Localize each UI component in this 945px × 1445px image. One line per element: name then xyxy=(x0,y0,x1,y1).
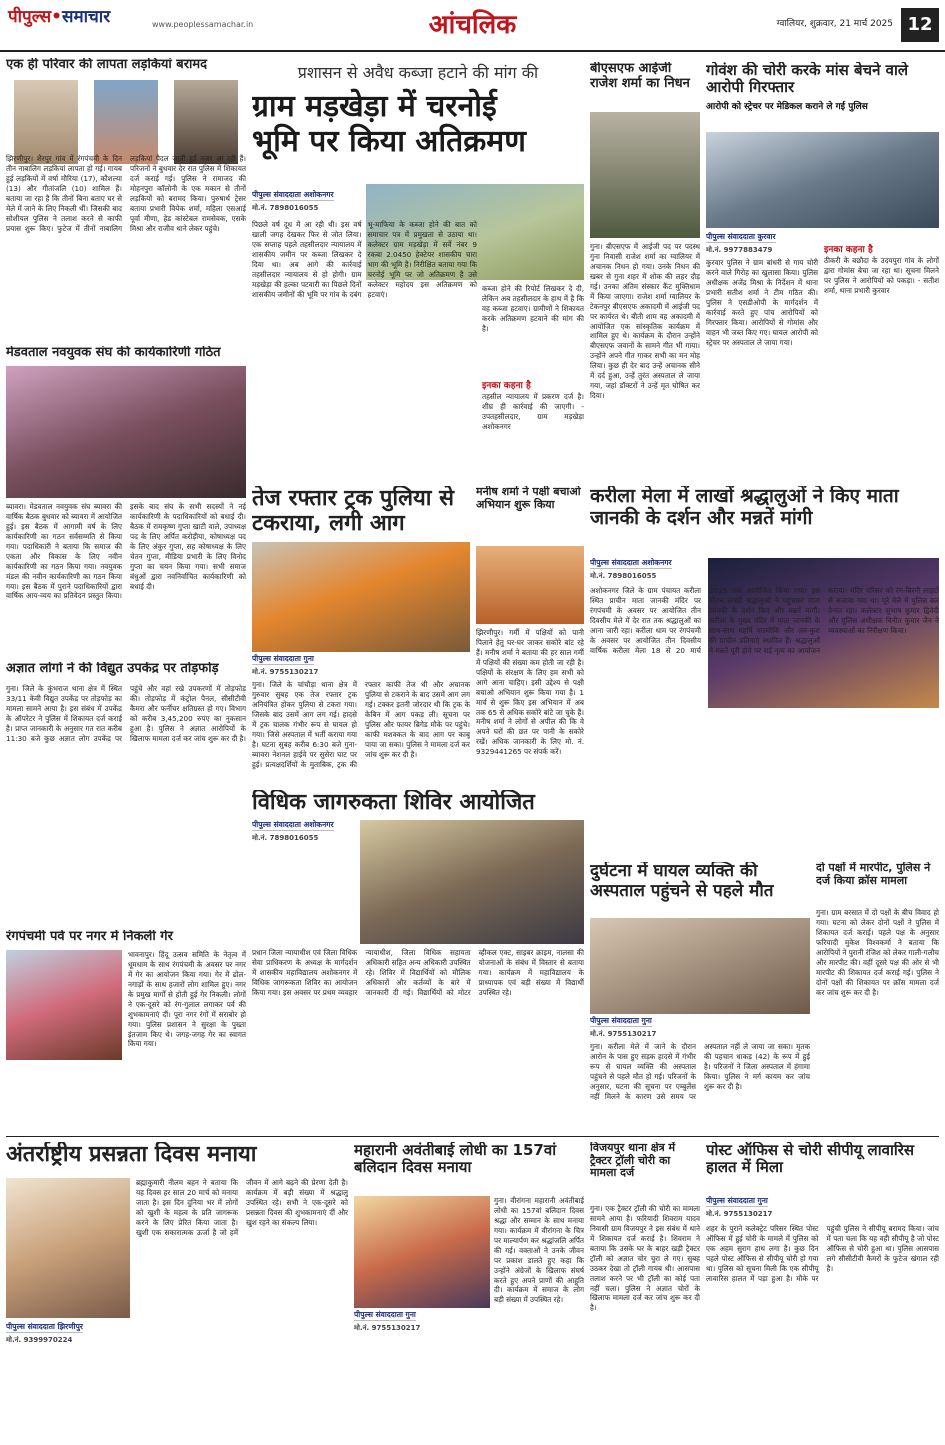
page-number: 12 xyxy=(901,8,939,42)
article-body: भावनापुर। हिंदू उत्सव समिति के नेतृत्व में धूमधाम के साथ रंगपंचमी के अवसर पर नगर में गेर का आयोजन किया गया। गेर में ढोल-नगाड़ों के साथ हजारों लोग शामिल हुए। नगर के प्रमुख मार्गों से होती हुई गेर निकली। लोगों ने एक-दूसरे को रंग-गुलाल लगाकर पर्व की शुभकामनाएं दीं। पूरा नगर रंगों में सराबोर हो गया। पुलिस प्रशासन ने सुरक्षा के पुख्ता इंतजाम किए थे। जगह-जगह गेर का स्वागत किया गया। xyxy=(128,950,246,1049)
article-title: पोस्ट ऑफिस से चोरी सीपीयू लावारिस हालत में मिला xyxy=(706,1142,914,1177)
article-body-2: कब्जा होने की रिपोर्ट लिखकर दे दी, लेकिन अब तहसीलदार के हाथ में है कि वह कब्जा हटवाए। ग्रामीणों ने शिकायत करके अतिक्रमण हटवाने की मांग की है। xyxy=(482,284,584,333)
article-body: गुना। करीला मेले में जाने के दौरान आरोन के पास हुए सड़क हादसे में गंभीर रूप से घायल व्यक्ति की अस्पताल पहुंचने से पहले मौत हो गई। परिजनों के अनुसार, घटना की सूचना पर एम्बुलेंस नहीं मिलने के कारण उसे समय पर अस्पताल नहीं ले जाया जा सका। मृतक की पहचान धाकड़ (42) के रूप में हुई है। परिजनों ने जिला अस्पताल में हंगामा किया। पुलिस ने मर्ग कायम कर जांच शुरू कर दी है। xyxy=(590,1042,810,1101)
article-body: ब्रह्माकुमारी नीलम बहन ने बताया कि यह दिवस हर साल 20 मार्च को मनाया जाता है। इस दिन दुनिया भर में लोगों को खुशी के महत्व के प्रति जागरूक करने के लिए प्रेरित किया जाता है। खुशी एक सकारात्मक ऊर्जा है जो हमें जीवन में आगे बढ़ने की प्रेरणा देती है। कार्यक्रम में बड़ी संख्या में श्रद्धालु उपस्थित रहे। सभी ने एक-दूसरे को प्रसन्नता दिवस की शुभकामनाएं दीं और खुश रहने का संकल्प लिया। xyxy=(136,1178,348,1237)
reporter-credit: पीपुल्स संवाददाता गुना xyxy=(252,654,314,665)
article-substation xyxy=(6,662,246,924)
photo-hospital xyxy=(590,918,810,1014)
article-title: अंतर्राष्ट्रीय प्रसन्नता दिवस मनाया xyxy=(6,1142,257,1167)
quote-heading: इनका कहना है xyxy=(482,381,531,391)
reporter-credit: पीपुल्स संवाददाता कुरवार xyxy=(706,232,776,243)
article-title: अज्ञात लोगों ने की विद्युत उपकेंद्र पर तोड़फोड़ xyxy=(6,662,219,676)
article-title: तेज रफ्तार ट्रक पुलिया से टकराया, लगी आग xyxy=(252,486,455,537)
quote-box xyxy=(482,380,584,480)
article-cross-case xyxy=(816,862,939,1130)
article-legal-camp xyxy=(252,790,584,1130)
article-title: बीएसएफ आईजी राजेश शर्मा का निधन xyxy=(590,62,690,91)
dateline: ग्वालियर, शुक्रवार, 21 मार्च 2025 xyxy=(776,19,893,29)
photo-classroom xyxy=(360,820,584,944)
article-cpu-theft xyxy=(706,1142,939,1442)
photo-meeting xyxy=(6,366,246,498)
quote-heading: इनका कहना है xyxy=(824,245,873,255)
article-bird-campaign xyxy=(476,486,584,782)
reporter-mobile: मो.नं. 7898016055 xyxy=(590,572,657,580)
reporter-credit: पीपुल्स संवाददाता अशोकनगर xyxy=(590,558,672,569)
article-title: दुर्घटना में घायल व्यक्ति की अस्पताल पहुंचने से पहले मौत xyxy=(590,862,774,901)
article-body: गुना। बीएसएफ में आईजी पद पर पदस्थ गुना निवासी राजेश शर्मा का ग्वालियर में अचानक निधन हो गया। उनके निधन की खबर से गुना शहर में शोक की लहर दौड़ गई। उनका अंतिम संस्कार कैंट मुक्तिधाम में किया जाएगा। राजेश शर्मा ग्वालियर के टेकनपुर बीएसएफ अकादमी में आईजी पद पर कार्यरत थे। बीती शाम वह अकादमी में आयोजित एक सांस्कृतिक कार्यक्रम में शामिल हुए थे। कार्यक्रम के दौरान उन्होंने बीएसएफ जवानों के सामने गीत भी गाया। उन्होंने अपने गीत गाकर सभी का मन मोह लिया। कुछ ही देर बाद उन्हें अचानक सीने में दर्द हुआ, उन्हें तुरंत अस्पताल ले जाया गया, जहां डॉक्टरों ने उन्हें मृत घोषित कर दिया। xyxy=(590,242,700,401)
reporter-credit: पीपुल्स संवाददाता गुना xyxy=(354,1310,416,1321)
article-encroachment xyxy=(252,62,584,480)
reporter-mobile: मो.नं. 9755130217 xyxy=(590,1030,657,1038)
article-title: मेडवताल नवयुवक संघ की कार्यकारिणी गठित xyxy=(6,346,221,360)
reporter-credit: पीपुल्स संवाददाता अशोकनगर xyxy=(252,190,334,201)
photo-ger xyxy=(6,950,122,1060)
article-title: दो पक्षों में मारपीट, पुलिस ने दर्ज किया क्रॉस मामला xyxy=(816,862,931,887)
article-tractor-theft xyxy=(590,1142,700,1442)
reporter-mobile: मो.नं. 9399970224 xyxy=(6,1336,73,1344)
article-title: करीला मेला में लाखों श्रद्धालुओं ने किए माता जानकी के दर्शन और मन्नतें मांगी xyxy=(590,486,899,529)
reporter-mobile: मो.नं. 7898016055 xyxy=(252,204,319,212)
photo-brahmakumari xyxy=(6,1178,130,1318)
quote-text: तहसील न्यायालय में प्रकरण दर्ज है। शीघ्र ही कार्रवाई की जाएगी। - उपतहसीलदार, ग्राम मड़खेड़ा अशोकनगर xyxy=(482,392,584,432)
article-body: गुना। जिले के चांचौड़ा थाना क्षेत्र में गुरुवार सुबह एक तेज रफ्तार ट्रक अनियंत्रित होकर पुलिया से टकरा गया। जिसके बाद उसमें आग लग गई। हादसे में ट्रक चालक गंभीर रूप से घायल हो गया। जिसे अस्पताल में भर्ती कराया गया है। घटना सुबह करीब 6:30 बजे गुना-ब्यावरा नेशनल हाईवे पर सुसेरा घाट पर हुई। प्रत्यक्षदर्शियों के मुताबिक, ट्रक की रफ्तार काफी तेज थी और अचानक पुलिया से टकराने के बाद उसमें आग लग गई। टक्कर इतनी जोरदार थी कि ट्रक के केबिन में आग पकड़ ली। सूचना पर पुलिस और फायर ब्रिगेड मौके पर पहुंचे। काफी मशक्कत के बाद आग पर काबू पाया जा सका। पुलिस ने मामला दर्ज कर जांच शुरू कर दी है। xyxy=(252,680,470,769)
section-title: आंचलिक xyxy=(428,10,517,40)
article-karila-mela xyxy=(590,486,939,856)
article-body: पिछले वर्ष दूध में आ रही थी। इस वर्ष खाली जगह देखकर फिर से जोत लिया। एक सप्ताह पहले तहसीलदार न्यायालय में शासकीय जमीन पर कब्जा लिखकर दे दिया था। अब आगे की कार्रवाई तहसीलदार न्यायालय से हो होगी। ग्राम मड़खेड़ा की हल्का पटवारी का पिछले दिनों शासकीय जमीनों की भूमि पर गांव के दबंग भू-माफिया के कब्जा होने की बात को समाचार पत्र में प्रमुखता से उठाया था। कलेक्टर ग्राम मड़खेड़ा में सर्वे नंबर 9 रकबा 2.0450 हेक्टेयर शासकीय चारा भाग की भूमि है। निरीक्षित बताया गया कि चरनोई भूमि पर जो अतिक्रमण है उसे कलेक्टर महोदय इस अतिक्रमण को हटवाएं। xyxy=(252,220,477,299)
article-avantibai xyxy=(354,1142,584,1442)
article-title: मनीष शर्मा ने पक्षी बचाओ अभियान शुरू किया xyxy=(476,486,581,511)
article-title: रंगपंचमी पर्व पर नगर में निकली गेर xyxy=(6,930,173,944)
photo-police xyxy=(706,132,939,228)
reporter-credit: पीपुल्स संवाददाता झिरणीपुर xyxy=(6,1322,83,1333)
article-title: विजयपुर थाना क्षेत्र में ट्रैक्टर ट्रॉली चोरी का मामला दर्ज xyxy=(590,1142,676,1180)
reporter-mobile: मो.नं. 9977883479 xyxy=(706,246,773,254)
reporter-mobile: मो.नं. 9755130217 xyxy=(252,668,319,676)
photo-manish xyxy=(476,546,584,624)
quote-box xyxy=(824,244,939,480)
reporter-mobile: मो.नं. 9755130217 xyxy=(706,1210,773,1218)
masthead xyxy=(0,0,945,52)
photo-girl-1 xyxy=(14,80,78,164)
photo-officer xyxy=(590,112,700,238)
article-bsf-ig xyxy=(590,62,700,480)
photo-girl-2 xyxy=(94,80,158,164)
article-body: कुरवार पुलिस ने ग्राम बांधरी से गाय चोरी करने वाले गिरोह का खुलासा किया। पुलिस अधीक्षक अजेंद्र मिश्रा के निर्देशन में थाना प्रभारी सतीश शर्मा ने टीम गठित की। पुलिस ने एसडीओपी के मार्गदर्शन में कार्रवाई करते हुए पांच आरोपियों को गिरफ्तार किया। आरोपियों से गोमांस और वाहन भी जब्त किए गए। घायल आरोपी को स्ट्रेचर पर अस्पताल ले जाया गया। xyxy=(706,258,818,347)
article-subtitle: आरोपी को स्ट्रेचर पर मेडिकल कराने ले गई पुलिस xyxy=(706,101,868,112)
article-body: प्रधान जिला न्यायाधीश एवं जिला विधिक सेवा प्राधिकरण के अध्यक्ष के मार्गदर्शन में शासकीय महाविद्यालय अशोकनगर में विधिक जागरूकता शिविर का आयोजन किया गया। इस अवसर पर प्रथम व्यवहार न्यायाधीश, जिला विधिक सहायता अधिकारी सहित अन्य अधिकारी उपस्थित रहे। शिविर में विद्यार्थियों को मौलिक अधिकारों और कर्तव्यों के बारे में जानकारी दी गई। विद्यार्थियों को मोटर व्हीकल एक्ट, साइबर क्राइम, नालसा की योजनाओं के संबंध में विस्तार से बताया गया। कार्यक्रम में महाविद्यालय के प्राध्यापक एवं बड़ी संख्या में विद्यार्थी उपस्थित रहे। xyxy=(252,948,584,997)
article-truck-fire xyxy=(252,486,470,782)
headline-line-2: भूमि पर किया अतिक्रमण xyxy=(252,123,526,159)
reporter-mobile: मो.नं. 9755130217 xyxy=(354,1324,421,1332)
reporter-credit: पीपुल्स संवाददाता अशोकनगर xyxy=(252,820,334,831)
reporter-credit: पीपुल्स संवाददाता गुना xyxy=(706,1196,768,1207)
article-body: गुना। ग्राम बरसात में दो पक्षों के बीच विवाद हो गया। घटना को लेकर दोनों पक्षों ने पुलिस में शिकायत दर्ज कराई। पहले पक्ष के अनुसार फरियादी मुकेश विश्वकर्मा ने बताया कि आरोपियों ने पुरानी रंजिश को लेकर गाली-गलौच और मारपीट की। वहीं दूसरे पक्ष की ओर से भी मारपीट की शिकायत दर्ज कराई गई। पुलिस ने दोनों पक्षों की शिकायत पर क्रॉस मामला दर्ज कर जांच शुरू कर दी है। xyxy=(816,908,939,997)
headline-line-1: ग्राम मड़खेड़ा में चरनोई xyxy=(252,89,497,125)
article-body: गुना। वीरांगना महारानी अवंतीबाई लोधी का 157वां बलिदान दिवस श्रद्धा और सम्मान के साथ मनाया गया। कार्यक्रम में वीरांगना के चित्र पर माल्यार्पण कर श्रद्धांजलि अर्पित की गई। वक्ताओं ने उनके जीवन पर प्रकाश डालते हुए कहा कि उन्होंने अंग्रेजों के खिलाफ संघर्ष करते हुए अपने प्राणों की आहुति दी। कार्यक्रम में समाज के लोग बड़ी संख्या में उपस्थित रहे। xyxy=(494,1196,584,1305)
reporter-mobile: मो.नं. 7898016055 xyxy=(252,834,319,842)
article-body: गुना। एक ट्रैक्टर ट्रॉली की चोरी का मामला सामने आया है। फरियादी शिवराम यादव निवासी ग्राम विजयपुर ने इस संबंध में थाने में शिकायत दर्ज कराई है। शिवराम ने बताया कि उसके घर के बाहर खड़ी ट्रैक्टर ट्रॉली को अज्ञात चोर चुरा ले गए। सुबह उठकर देखा तो ट्रॉली गायब थी। आसपास तलाश करने पर भी ट्रॉली का कोई पता नहीं चला। पुलिस ने अज्ञात चोरों के खिलाफ मामला दर्ज कर जांच शुरू कर दी है। xyxy=(590,1204,700,1313)
article-body: गुना। जिले के कुंभराज थाना क्षेत्र में स्थित 33/11 केवी विद्युत उपकेंद्र पर तोड़फोड़ का मामला सामने आया है। इस संबंध में उपकेंद्र के ऑपरेटर ने पुलिस में शिकायत दर्ज कराई है। प्राप्त जानकारी के अनुसार गत रात करीब 11:30 बजे कुछ अज्ञात लोग उपकेंद्र पर पहुंचे और वहां रखे उपकरणों में तोड़फोड़ की। तोड़फोड़ में कंट्रोल पैनल, सीसीटीवी कैमरा और फर्नीचर क्षतिग्रस्त हो गए। विभाग को करीब 3,45,200 रुपए का नुकसान हुआ है। पुलिस ने अज्ञात आरोपियों के खिलाफ मामला दर्ज कर जांच शुरू कर दी है। xyxy=(6,684,246,743)
article-body: अशोकनगर जिले के ग्राम पंचायत करीला स्थित प्राचीन माता जानकी मंदिर पर रंगपंचमी के अवसर पर आयोजित तीन दिवसीय मेले में देर रात तक श्रद्धालुओं का आना जारी रहा। करीला धाम पर रंगपंचमी के अवसर पर आयोजित तीन दिवसीय वार्षिक करीला मेला 18 से 20 मार्च 2025 तक आयोजित किया गया। इस दौरान लाखों श्रद्धालुओं ने पहुंचकर माता जानकी के दर्शन किए और मन्नतें मांगीं। करीला के मुख्य मंदिर में माता जानकी के साथ-साथ महर्षि वाल्मीकि और लव-कुश की प्राचीन प्रतिमाएं स्थापित हैं। श्रद्धालुओं ने मन्नतें पूरी होने पर राई नृत्य का आयोजन कराया। मंदिर परिसर को रंग-बिरंगी लाइटों से सजाया गया था। पूरे मेले में पुलिस बल तैनात रहा। कलेक्टर सुभाष कुमार द्विवेदी और पुलिस अधीक्षक विनीत कुमार जैन ने व्यवस्थाओं का निरीक्षण किया। xyxy=(590,586,939,655)
divider xyxy=(6,1136,939,1137)
article-body: झिरणीपुर। गर्मी में पक्षियों को पानी पिलाने हेतु घर-घर जाकर सकोरे बांट रहे हैं। मनीष शर्मा ने बताया की हर साल गर्मी में पक्षियों की संख्या कम होती जा रही है। पक्षियों के संरक्षण के लिए हम सभी को आगे आना चाहिए। इसी उद्देश्य से पक्षी बचाओ अभियान शुरू किया गया है। 1 मार्च से शुरू किए इस अभियान में अब तक 65 से अधिक सकोरे बांटे जा चुके हैं। मनीष शर्मा ने लोगों से अपील की कि वे अपने घरों की छत पर पानी के सकोरे रखें। अधिक जानकारी के लिए मो. नं. 9329441265 पर संपर्क करें। xyxy=(476,628,584,757)
article-happiness-day xyxy=(6,1142,348,1442)
site-url[interactable]: www.peoplessamachar.in xyxy=(152,20,254,29)
article-title: महारानी अवंतीबाई लोधी का 157वां बलिदान दिवस मनाया xyxy=(354,1142,557,1177)
article-cow-theft xyxy=(706,62,939,480)
article-body: शहर के पुराने कलेक्ट्रेट परिसर स्थित पोस्ट ऑफिस में हुई चोरी के मामले में पुलिस को एक अहम सुराग हाथ लगा है। कुछ दिन पहले पोस्ट ऑफिस से सीपीयू चोरी हो गया था। पुलिस को सूचना मिली कि एक सीपीयू लावारिस हालत में पड़ा हुआ है। मौके पर पहुंची पुलिस ने सीपीयू बरामद किया। जांच में पता चला कि यह वही सीपीयू है जो पोस्ट ऑफिस से चोरी हुआ था। पुलिस आसपास लगे सीसीटीवी कैमरों के फुटेज खंगाल रही है। xyxy=(706,1224,939,1283)
photo-girl-3 xyxy=(174,80,238,164)
article-ger xyxy=(6,930,246,1130)
article-title: एक ही परिवार की लापता लड़कियां बरामद xyxy=(6,58,208,72)
reporter-credit: पीपुल्स संवाददाता गुना xyxy=(590,1016,652,1027)
article-body: झिरणीपुर। शैरपुर गांव में रंगपंचमी के दिन तीन नाबालिग लड़कियां लापता हो गई। गायब हुई लड़कियों में वर्षा मौरिया (17), कौशल्या (13) और गीतांजलि (10) शामिल हैं। बताया जा रहा है कि तीनों बिना बताए घर से मेले में जाने के लिए निकली थीं। जिसकी बाद सोशीयल पुलिस ने तलाश करने से काफी प्रयास शुरू किए। फुटेज में तीनों नाबालिग लड़कियां पैदल जाती हुई नजर आ रही हैं। परिजनों ने बुधवार देर रात पुलिस में शिकायत दर्ज कराई गई। पुलिस ने रामाजद की मोहनपुरा कॉलोनी के एक मकान से तीनों लड़कियों को बरामद किया। पुरुषार्थ ट्रेसर बताया प्रभारी वियेक शर्मा, महिला एसआई पूर्वा मीणा, हेड कांस्टेबल रामसेवक, एसके मिश्रा और राजीव थाने लेकर पहुंचे। xyxy=(6,154,246,233)
quote-text: ठीकरी के बछौदा के उदयपुरा गांव के लोगों द्वारा गोमांस बेचा जा रहा था। सूचना मिलने पर पुलिस ने आरोपियों को पकड़ा। - सतीश शर्मा, थाना प्रभारी कुरवार xyxy=(824,256,939,296)
article-body: ब्यावरा। मेडवताल नवयुवक संघ ब्यावरा की वार्षिक बैठक बुधवार को ब्यावरा में आयोजित हुई। इस बैठक में आगामी वर्ष के लिए कार्यकारिणी का गठन सर्वसम्मति से किया गया। पदाधिकारी ने बताया कि समाज की एकता और विकास के लिए नवीन कार्यकारिणी का गठन किया गया। नवयुवक मंडल की नवीन कार्यकारिणी का गठन किया गया। इस बैठक में पुराने पदाधिकारियों द्वारा वार्षिक आय-व्यय का प्रतिवेदन प्रस्तुत किया। इसके बाद संघ के सभी सदस्यों ने नई कार्यकारिणी के पदाधिकारियों को बधाई दी। बैठक में रामकृष्ण गुप्ता खाटी वाले, उपाध्यक्ष पद के लिए अर्पित करोड़ीया, कोषाध्यक्ष पद के लिए अंकुर गुप्ता, सह कोषाध्यक्ष के लिए चेतन गुप्ता, मीडिया प्रभारी के लिए विनोद गुप्ता का चयन किया गया। सभी समाज बंधुओं द्वारा नवनिर्वाचित कार्यकारिणी को बधाई दी। xyxy=(6,502,246,601)
newspaper-logo: पीपुल्स•समाचार xyxy=(8,7,111,27)
article-title: गोवंश की चोरी करके मांस बेचने वाले आरोपी गिरफ्तार xyxy=(706,62,909,97)
article-yuvak-sangh xyxy=(6,346,246,658)
article-kicker: प्रशासन से अवैध कब्जा हटाने की मांग की xyxy=(297,63,539,82)
photo-tribute xyxy=(354,1196,490,1308)
article-title: विधिक जागरुकता शिविर आयोजित xyxy=(252,790,535,815)
photo-burning-truck xyxy=(252,542,470,652)
article-accident-death xyxy=(590,862,810,1130)
